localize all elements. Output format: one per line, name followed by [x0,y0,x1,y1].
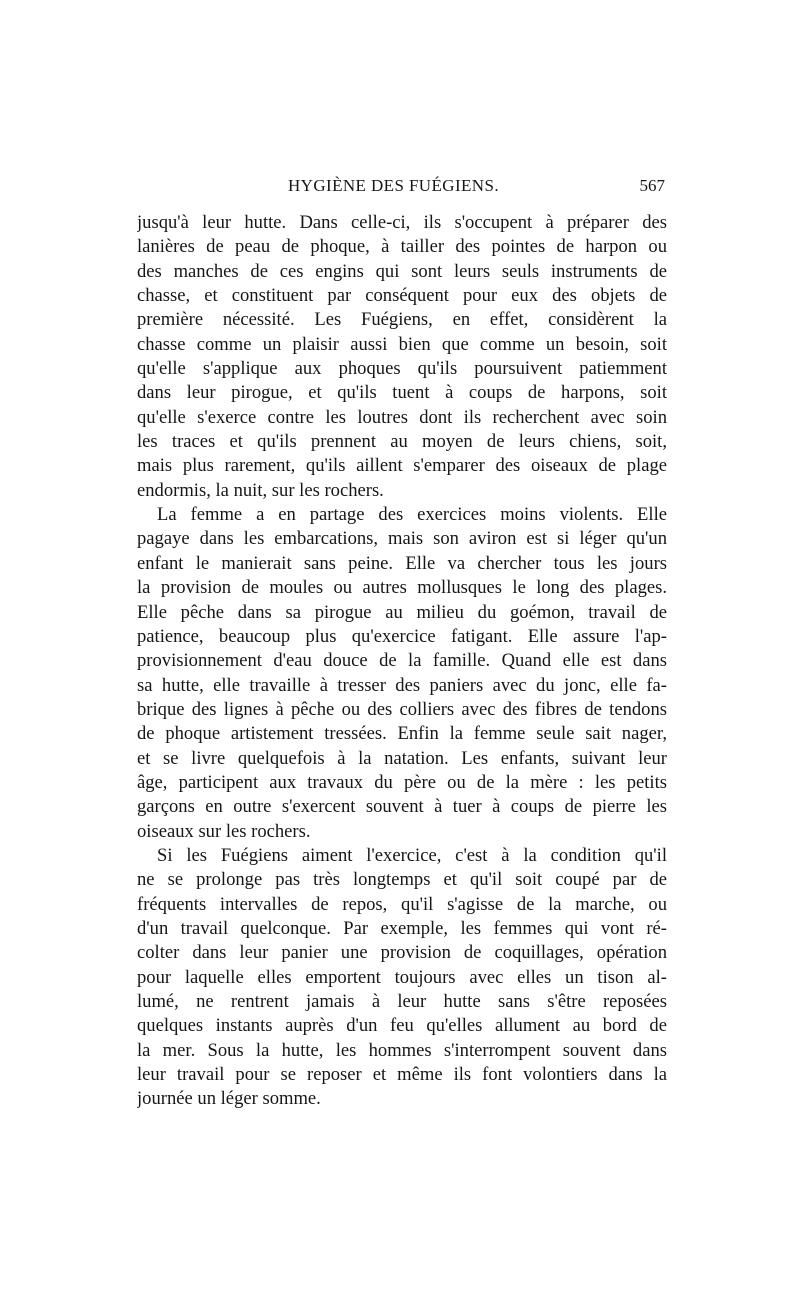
text-line: brique des lignes à pêche ou des colliers avec des fibres de tendons [137,698,667,720]
text-line: enfant le manierait sans peine. Elle va chercher tous les jours [137,552,667,574]
text-line: jusqu'à leur hutte. Dans celle-ci, ils s'occupent à préparer des [137,212,667,233]
body-text [137,211,667,1112]
text-line: journée un léger somme. [137,1088,321,1110]
paragraph-2 [137,503,667,844]
text-line: ne se prolonge pas très longtemps et qu'il soit coupé par de [137,869,667,891]
text-line: fréquents intervalles de repos, qu'il s'agisse de la marche, ou [137,893,667,915]
text-line: oiseaux sur les rochers. [137,820,311,842]
text-line: la provision de moules ou autres mollusques le long des plages. [137,577,667,599]
page-number: 567 [639,176,665,195]
text-line: d'un travail quelconque. Par exemple, les femmes qui vont ré- [137,917,667,939]
paragraph-1 [137,211,667,503]
text-line: de phoque artistement tressées. Enfin la femme seule sait nager, [137,723,667,745]
text-line: pour laquelle elles emportent toujours avec elles un tison al- [137,966,667,988]
text-line: colter dans leur panier une provision de coquillages, opération [137,942,667,964]
text-line: endormis, la nuit, sur les rochers. [137,479,384,501]
text-line: dans leur pirogue, et qu'ils tuent à coups de harpons, soit [137,382,667,404]
text-line: leur travail pour se reposer et même ils font volontiers dans la [137,1064,667,1086]
text-line: mais plus rarement, qu'ils aillent s'emparer des oiseaux de plage [137,455,667,477]
text-line: patience, beaucoup plus qu'exercice fatigant. Elle assure l'ap- [137,625,667,647]
text-line: La femme a en partage des exercices moins violents. Elle [157,504,667,526]
text-line: les traces et qu'ils prennent au moyen de leurs chiens, soit, [137,431,667,453]
text-line: provisionnement d'eau douce de la famille. Quand elle est dans [137,650,667,672]
text-line: chasse comme un plaisir aussi bien que comme un besoin, soit [137,333,667,355]
paragraph-3 [137,844,667,1112]
text-line: chasse, et constituent par conséquent pour eux des objets de [137,285,667,307]
text-line: sa hutte, elle travaille à tresser des paniers avec du jonc, elle fa- [137,674,667,696]
text-line: garçons en outre s'exercent souvent à tuer à coups de pierre les [137,796,667,818]
text-line: Elle pêche dans sa pirogue au milieu du goémon, travail de [137,601,667,623]
text-line: quelques instants auprès d'un feu qu'elles allument au bord de [137,1015,667,1037]
text-line: lumé, ne rentrent jamais à leur hutte sans s'être reposées [137,991,667,1012]
text-line: la mer. Sous la hutte, les hommes s'interrompent souvent dans [137,1039,667,1061]
text-line: première nécessité. Les Fuégiens, en effet, considèrent la [137,309,667,331]
text-line: et se livre quelquefois à la natation. Les enfants, suivant leur [137,747,667,769]
text-line: qu'elle s'applique aux phoques qu'ils poursuivent patiemment [137,358,667,380]
text-line: des manches de ces engins qui sont leurs seuls instruments de [137,260,667,282]
text-line: Si les Fuégiens aiment l'exercice, c'est à la condition qu'il [157,844,667,866]
text-line: lanières de peau de phoque, à tailler des pointes de harpon ou [137,236,667,258]
text-line: pagaye dans les embarcations, mais son aviron est si léger qu'un [137,528,667,550]
running-title: HYGIÈNE DES FUÉGIENS. [288,176,499,195]
text-line: âge, participent aux travaux du père ou de la mère : les petits [137,771,667,793]
text-line: qu'elle s'exerce contre les loutres dont ils recherchent avec soin [137,406,667,428]
page-header [138,176,665,200]
